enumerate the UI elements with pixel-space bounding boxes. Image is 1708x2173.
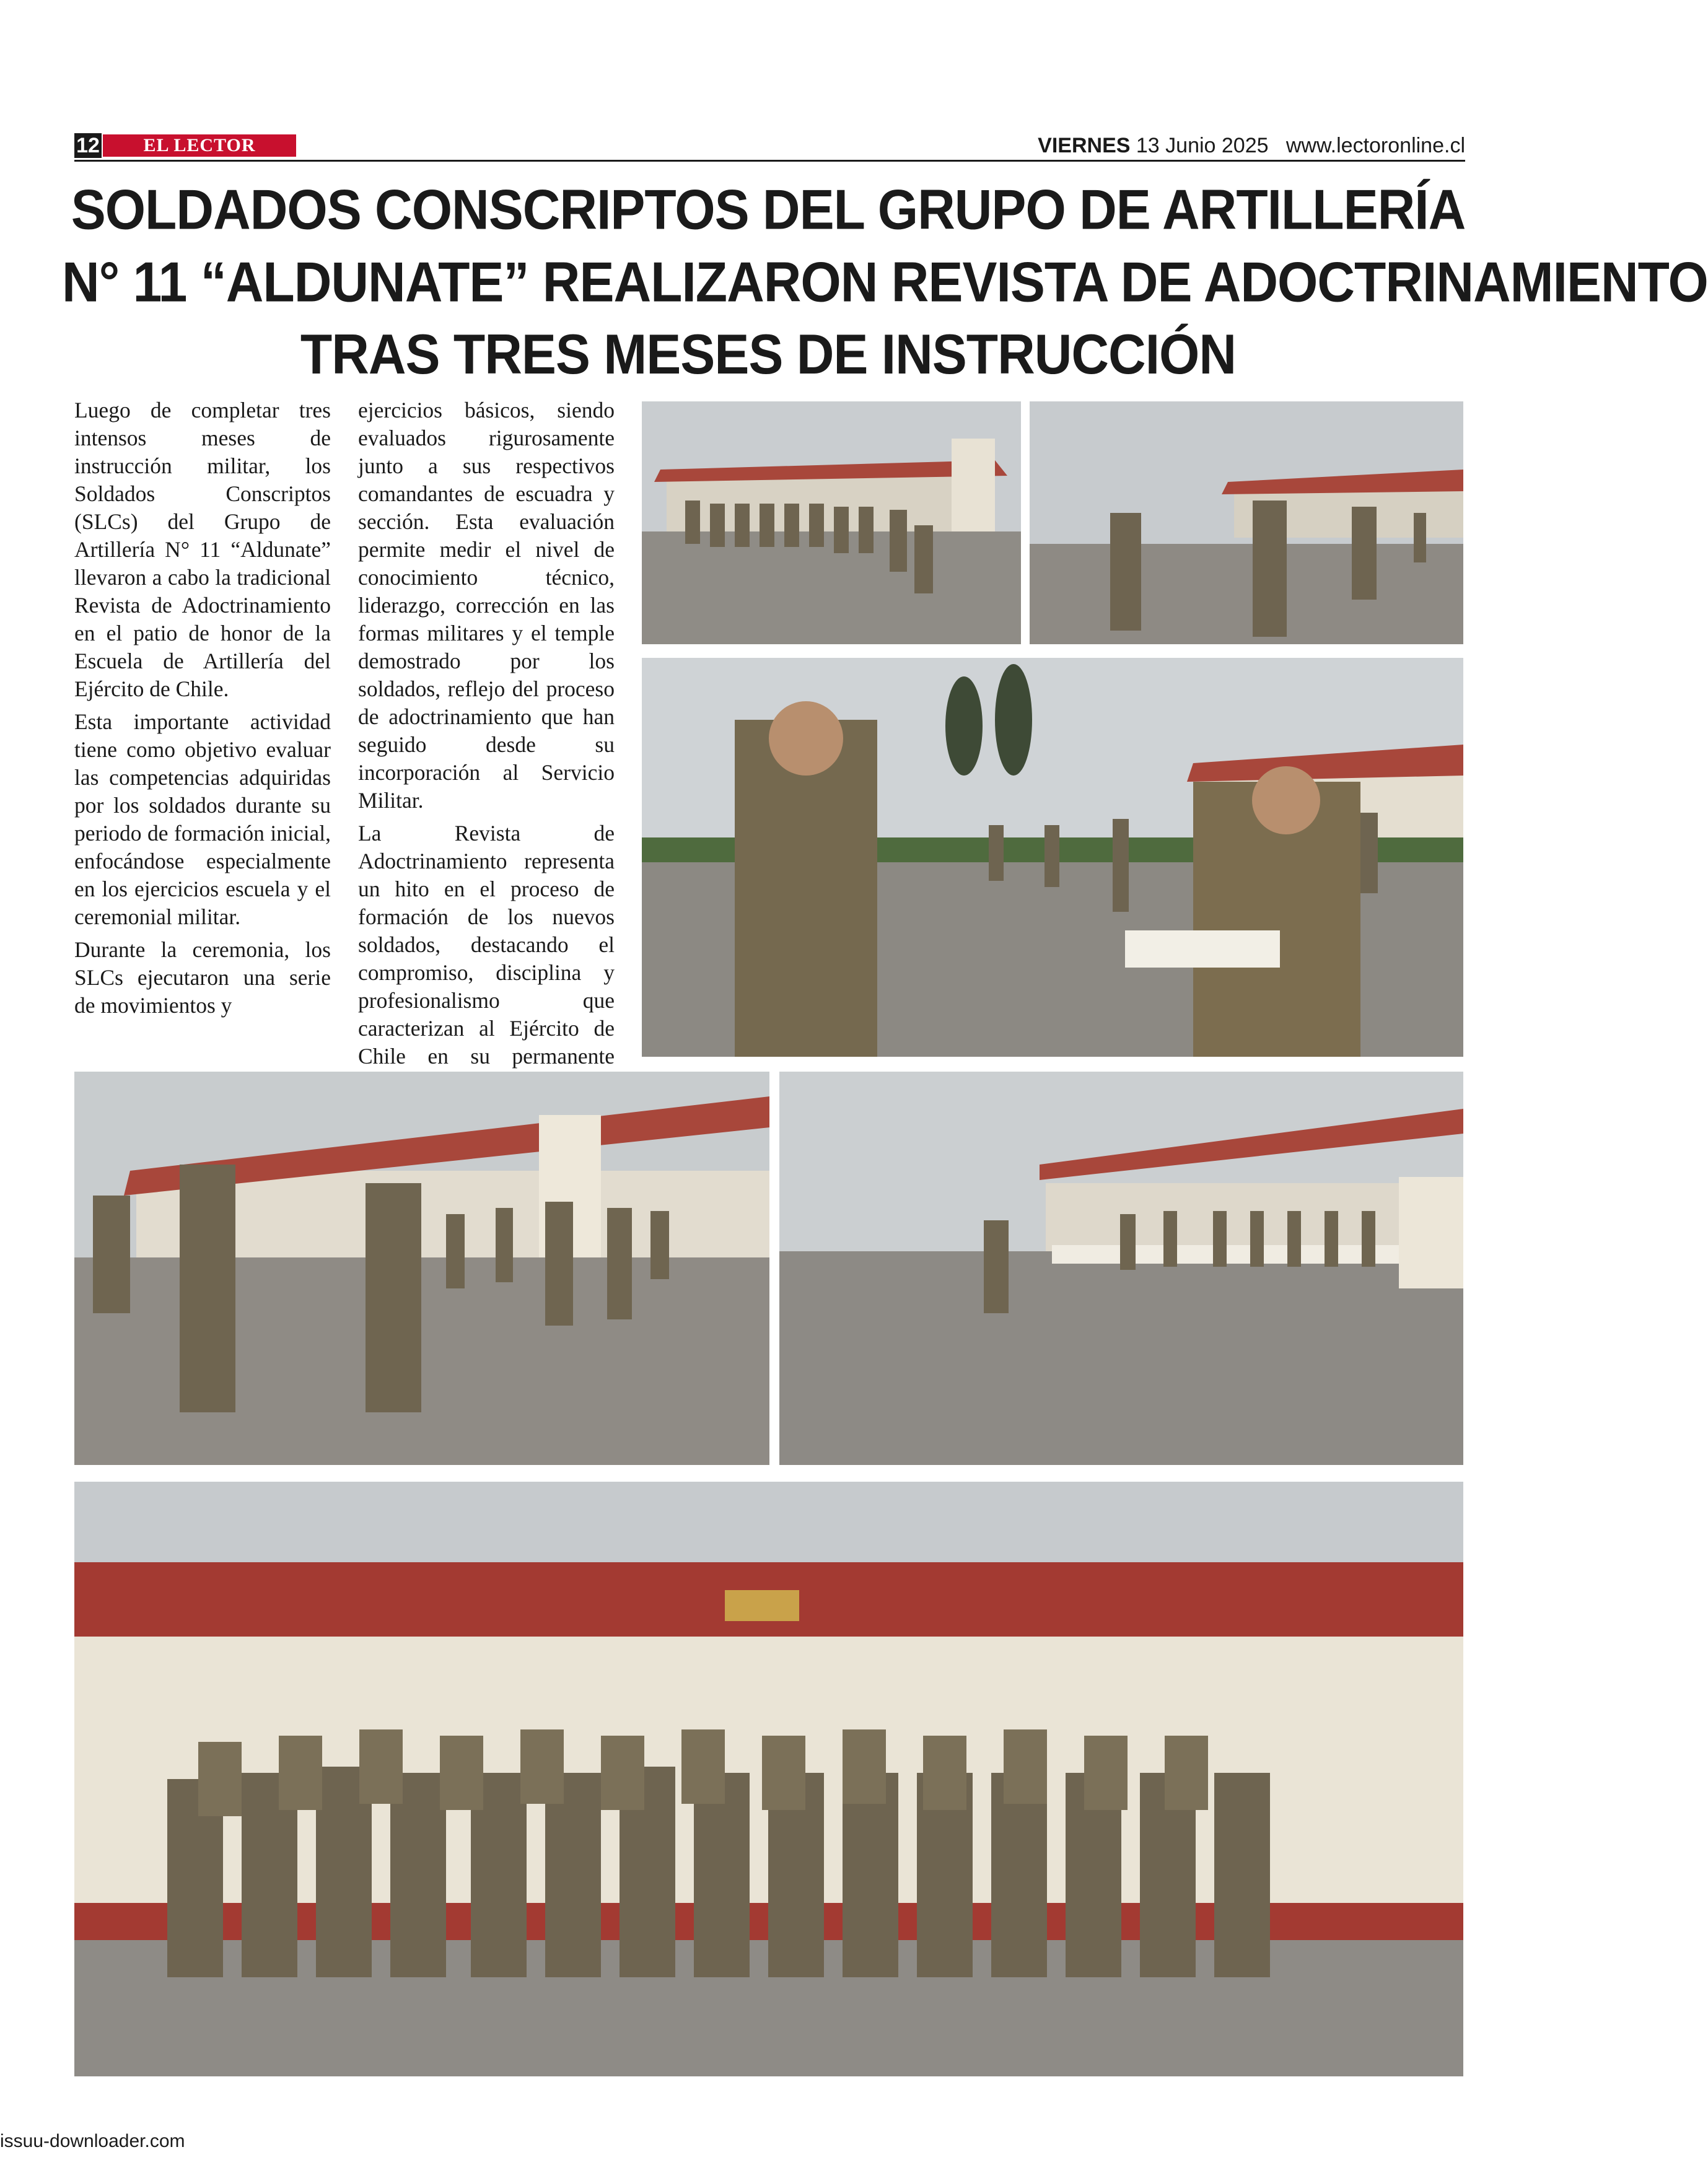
paragraph: Durante la ceremonia, los SLCs ejecutaron una serie de movimientos y (74, 937, 331, 1018)
photo-officer-evaluation (1030, 401, 1463, 644)
headline-line-1: SOLDADOS CONSCRIPTOS DEL GRUPO DE ARTILLERÍA (71, 178, 1466, 242)
article-column-2 (358, 396, 615, 1103)
weekday: VIERNES (1038, 134, 1131, 157)
photo-group-portrait (74, 1482, 1463, 2076)
paragraph: Esta importante actividad tiene como objetivo evaluar las competencias adquiridas por los soldados durante su periodo de formación inicial, enfocándose especialmente en los ejercicios escuela y el ceremonial militar. (74, 709, 331, 929)
source-watermark: issuu-downloader.com (0, 2131, 185, 2151)
photo-inspection-closeup (642, 658, 1463, 1057)
headline-line-2: N° 11 “ALDUNATE” REALIZARON REVISTA DE ADOCTRINAMIENTO (62, 250, 1708, 313)
issue-date: 13 Junio 2025 (1136, 134, 1269, 157)
page-number: 12 (74, 133, 102, 158)
photo-patio-formation (74, 1072, 769, 1465)
website-link[interactable]: www.lectoronline.cl (1285, 134, 1465, 157)
dateline (1038, 133, 1465, 158)
paragraph: Luego de completar tres intensos meses de instrucción militar, los Soldados Conscriptos (SLCs) del Grupo de Artillería N° 11 “Aldunate” llevaron a cabo la tradicional Revista de Adoctrinamiento en el patio de honor de la Escuela de Artillería del Ejército de Chile. (74, 398, 331, 701)
photo-gallery-lineup (779, 1072, 1463, 1465)
paragraph: La Revista de Adoctrinamiento representa un hito en el proceso de formación de los nuevos soldados, destacando el compromiso, disciplina y profesionalismo que caracterizan al Ejército de Chile en su permanente (358, 821, 615, 1069)
photo-soldiers-exercise (642, 401, 1021, 644)
headline-line-3: TRAS TRES MESES DE INSTRUCCIÓN (300, 322, 1237, 386)
header-rule (74, 160, 1465, 162)
newspaper-logo: EL LECTOR (103, 134, 296, 157)
page-header (74, 133, 1465, 160)
article-column-1 (74, 396, 331, 1025)
paragraph: ejercicios básicos, siendo evaluados rigurosamente junto a sus respectivos comandantes de escuadra y sección. Esta evaluación permite medir el nivel de conocimiento técnico, liderazgo, corrección en las formas militares y el temple demostrado por los soldados, reflejo del proceso de adoctrinamiento que han seguido desde su incorporación al Servicio Militar. (358, 398, 615, 813)
article-headline (62, 173, 1708, 390)
